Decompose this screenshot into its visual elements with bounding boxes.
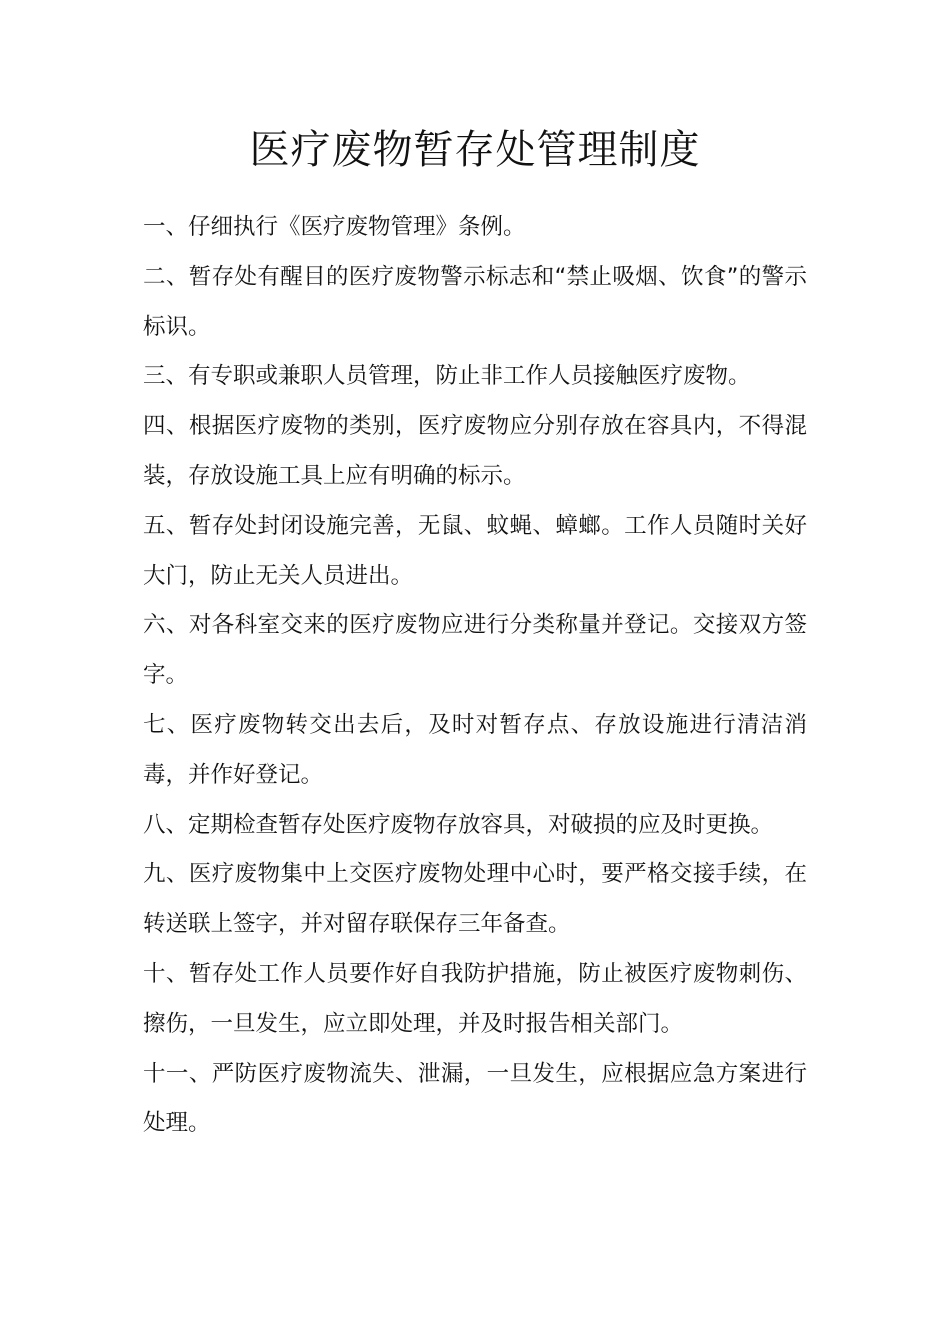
clause-6: 六、对各科室交来的医疗废物应进行分类称量并登记。交接双方签字。: [143, 612, 807, 689]
clause-1: 一、仔细执行《医疗废物管理》条例。: [143, 214, 526, 240]
clause-5: 五、暂存处封闭设施完善，无鼠、蚊蝇、蟑螂。工作人员随时关好大门，防止无关人员进出。: [143, 512, 807, 589]
document-title: 医疗废物暂存处管理制度: [249, 127, 701, 173]
clause-8: 八、定期检查暂存处医疗废物存放容具，对破损的应及时更换。: [143, 811, 774, 838]
clause-11: 十一、严防医疗废物流失、泄漏，一旦发生，应根据应急方案进行处理。: [143, 1060, 807, 1137]
clause-7: 七、医疗废物转交出去后，及时对暂存点、存放设施进行清洁消毒，并作好登记。: [143, 711, 807, 788]
clause-10: 十、暂存处工作人员要作好自我防护措施，防止被医疗废物刺伤、擦伤，一旦发生，应立即处理，并及时报告相关部门。: [143, 960, 807, 1037]
clause-9: 九、医疗废物集中上交医疗废物处理中心时，要严格交接手续，在转送联上签字，并对留存联保存三年备查。: [143, 861, 807, 938]
document-body: [143, 203, 807, 1149]
clause-4: 四、根据医疗废物的类别，医疗废物应分别存放在容具内，不得混装，存放设施工具上应有明确的标示。: [143, 413, 807, 489]
clause-3: 三、有专职或兼职人员管理，防止非工作人员接触医疗废物。: [143, 363, 751, 390]
clause-2: 二、暂存处有醒目的医疗废物警示标志和“禁止吸烟、饮食”的警示标识。: [143, 263, 807, 340]
